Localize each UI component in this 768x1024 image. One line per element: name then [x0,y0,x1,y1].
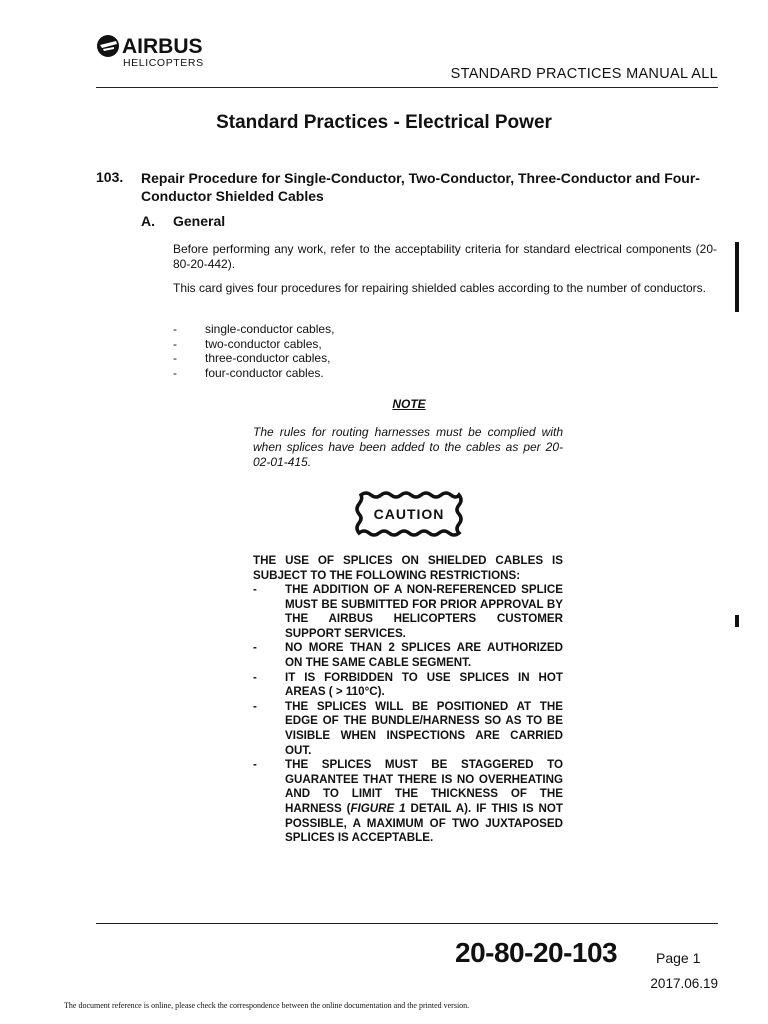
revision-change-bar [735,615,739,627]
svg-text:AIRBUS: AIRBUS [122,35,203,58]
list-item [173,337,473,352]
list-item-text: single-conductor cables, [205,322,335,336]
paragraph-acceptability: Before performing any work, refer to the acceptability criteria for standard electrical components (20-80-20-442). [173,242,717,271]
caution-item [253,583,563,641]
document-reference: 20-80-20-103 [455,937,618,968]
caution-label: CAUTION [373,506,445,522]
list-item-text: two-conductor cables, [205,336,322,351]
manual-title: STANDARD PRACTICES MANUAL ALL [450,66,718,82]
caution-item-text: NO MORE THAN 2 SPLICES ARE AUTHORIZED ON THE SAME CABLE SEGMENT. [285,641,563,669]
note-text: The rules for routing harnesses must be complied with when splices have been added to the cables as per 20-02-01-415. [253,425,563,469]
caution-intro: THE USE OF SPLICES ON SHIELDED CABLES IS SUBJECT TO THE FOLLOWING RESTRICTIONS: [253,554,563,582]
caution-list [253,583,563,846]
caution-item-text: IT IS FORBIDDEN TO USE SPLICES IN HOT AREAS ( > 110°C). [285,670,563,699]
list-dash: - [253,670,257,684]
caution-item-text-before: THE SPLICES MUST BE STAGGERED TO GUARANTEE THAT THERE IS NO OVERHEATING AND TO LIMIT THE THICKNESS OF THE HARNESS ( [285,758,563,815]
section-title: Repair Procedure for Single-Conductor, Two-Conductor, Three-Conductor and Four-Conductor Shielded Cables [141,170,700,204]
list-dash: - [173,351,177,365]
subsection-letter: A. [141,213,155,229]
list-item [173,366,473,381]
caution-item [253,671,563,700]
note-heading: NOTE [392,397,426,411]
subsection-title: General [173,213,226,229]
list-dash: - [253,699,257,713]
paragraph-procedures: This card gives four procedures for repairing shielded cables according to the number of conductors. [173,281,706,295]
header-divider [96,87,718,88]
caution-item-text-after: DETAIL A). IF THIS IS NOT POSSIBLE, A MAXIMUM OF TWO JUXTAPOSED SPLICES IS ACCEPTABLE. [285,801,563,845]
airbus-helicopters-logo [96,28,236,74]
page-title: Standard Practices - Electrical Power [216,112,552,133]
online-disclaimer: The document reference is online, please check the correspondence between the online documentation and the printed version. [64,1001,470,1010]
caution-item [253,700,563,758]
section-number: 103. [96,169,124,185]
caution-item-text: THE ADDITION OF A NON-REFERENCED SPLICE MUST BE SUBMITTED FOR PRIOR APPROVAL BY THE AIRBUS HELICOPTERS CUSTOMER SUPPORT SERVICES. [285,583,563,640]
page-number: Page 1 [656,950,701,966]
list-dash: - [253,641,257,655]
caution-item [253,758,563,846]
svg-text:HELICOPTERS: HELICOPTERS [123,57,204,69]
list-item-text: four-conductor cables. [205,365,324,380]
revision-date: 2017.06.19 [650,976,718,991]
list-dash: - [253,758,257,772]
figure-reference-link[interactable]: FIGURE 1 [350,801,406,815]
caution-item [253,641,563,670]
list-item-text: three-conductor cables, [205,351,331,365]
list-item [173,351,473,366]
caution-item-text [285,758,563,846]
revision-change-bar [735,242,739,312]
conductor-list [173,322,473,380]
footer-divider [96,923,718,924]
list-dash: - [253,583,257,596]
list-item [173,322,473,337]
caution-item-text: THE SPLICES WILL BE POSITIONED AT THE EDGE OF THE BUNDLE/HARNESS SO AS TO BE VISIBLE WHEN INSPECTIONS ARE CARRIED OUT. [285,699,563,757]
list-dash: - [173,336,177,351]
list-dash: - [173,365,177,380]
list-dash: - [173,322,177,336]
